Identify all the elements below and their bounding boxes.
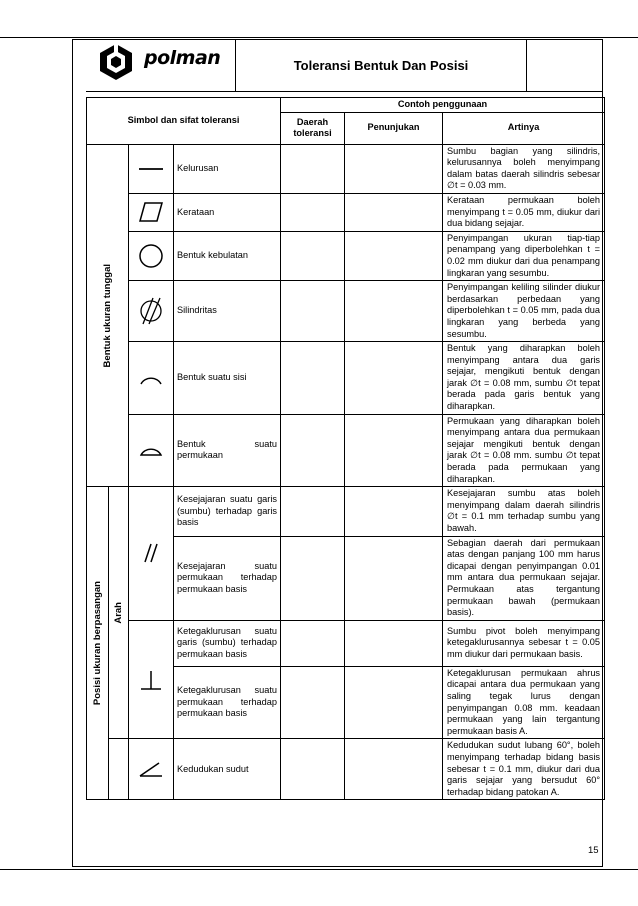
row-meaning: Sumbu pivot boleh menyimpang ketegaklurusannya sebesar t = 0.05 mm diukur dari permukaan basis. xyxy=(443,620,605,666)
table-row xyxy=(87,620,605,666)
row-meaning: Penyimpangan ukuran tiap-tiap penampang yang diperbolehkan t = 0.02 mm diukur dari dua penampang lingkaran yang sesumbu. xyxy=(443,231,605,280)
group-label: Posisi ukuran berpasangan xyxy=(91,581,103,706)
row-name: Kerataan xyxy=(174,193,281,231)
row-meaning: Permukaan yang diharapkan boleh menyimpang antara dua permukaan sejajar mengikuti bentuk dengan jarak ∅t = 0.08 mm. sumbu ∅t tepat berada pada permukaan yang diharapkan. xyxy=(443,414,605,487)
row-meaning: Bentuk yang diharapkan boleh menyimpang antara dua garis sejajar, mengikuti bentuk dengan jarak ∅t = 0.08 mm, sumbu ∅t tepat berada pada garis bentuk yang diharapkan. xyxy=(443,342,605,415)
pointer-header: Penunjukan xyxy=(345,112,443,144)
table-row xyxy=(87,739,605,800)
row-name: Bentuk kebulatan xyxy=(174,231,281,280)
row-meaning: Kerataan permukaan boleh menyimpang t = 0.05 mm, diukur dari dua bidang sejajar. xyxy=(443,193,605,231)
row-name: Kesejajaran suatu permukaan terhadap permukaan basis xyxy=(174,536,281,620)
subgroup-label: Arah xyxy=(112,601,124,624)
group-paired-position xyxy=(87,487,109,800)
table-row xyxy=(87,281,605,342)
group-single-form xyxy=(87,144,129,487)
cylindricity-icon xyxy=(129,281,174,342)
table-row xyxy=(87,193,605,231)
row-meaning: Sebagian daerah dari permukaan atas dengan panjang 100 mm harus dicapai dengan penyimpangan 0.01 mm antara dua permukaan sejajar. Permukaan atas tergantung permukaan bawah (permukaan basis). xyxy=(443,536,605,620)
area-header: Daerah toleransi xyxy=(281,112,345,144)
table-row xyxy=(87,487,605,536)
page-number: 15 xyxy=(588,845,599,856)
polman-logo xyxy=(96,42,226,84)
table-row xyxy=(87,342,605,415)
subgroup-direction xyxy=(109,487,129,739)
brand-name: polman xyxy=(144,47,221,69)
row-name: Bentuk suatu permukaan xyxy=(174,414,281,487)
meaning-header: Artinya xyxy=(443,112,605,144)
row-name: Kesejajaran suatu garis (sumbu) terhadap garis basis xyxy=(174,487,281,536)
row-name: Silindritas xyxy=(174,281,281,342)
table-row xyxy=(87,231,605,280)
row-name: Kedudukan sudut xyxy=(174,739,281,800)
row-name: Ketegaklurusan suatu permukaan terhadap permukaan basis xyxy=(174,666,281,739)
row-name: Ketegaklurusan suatu garis (sumbu) terhadap permukaan basis xyxy=(174,620,281,666)
surface-profile-icon xyxy=(129,414,174,487)
row-meaning: Kesejajaran sumbu atas boleh menyimpang dalam daerah silindris ∅t = 0.1 mm terhadap sumbu yang bawah. xyxy=(443,487,605,536)
symbol-header: Simbol dan sifat toleransi xyxy=(87,98,281,145)
example-header: Contoh penggunaan xyxy=(281,98,605,113)
angularity-icon xyxy=(129,739,174,800)
document-title: Toleransi Bentuk Dan Posisi xyxy=(293,58,469,73)
row-meaning: Kedudukan sudut lubang 60°, boleh menyimpang terhadap bidang basis sebesar t = 0.1 mm, diukur dari dua garis sejajar yang bersudut 60° terhadap bidang patokan A. xyxy=(443,739,605,800)
row-name: Kelurusan xyxy=(174,144,281,193)
parallelism-icon xyxy=(129,487,174,621)
polman-logo-icon xyxy=(96,42,136,82)
bottom-rule xyxy=(0,869,638,870)
flatness-icon xyxy=(129,193,174,231)
roundness-icon xyxy=(129,231,174,280)
tolerance-table xyxy=(86,97,605,800)
table-row xyxy=(87,414,605,487)
perpendicularity-icon xyxy=(129,620,174,739)
row-meaning: Sumbu bagian yang silindris, kelurusannya boleh menyimpang dalam batas daerah silindris sebesar ∅t = 0.03 mm. xyxy=(443,144,605,193)
row-meaning: Penyimpangan keliling silinder diukur berdasarkan perbedaan yang diperbolehkan t = 0.05 mm, pada dua lingkaran yang berbeda yang sesumbu. xyxy=(443,281,605,342)
row-name: Bentuk suatu sisi xyxy=(174,342,281,415)
table-row xyxy=(87,144,605,193)
row-meaning: Ketegaklurusan permukaan ahrus dicapai antara dua permukaan yang saling tegak lurus dengan penyimpangan 0.08 mm. keadaan permukaan yang lain tergantung permukaan basis A. xyxy=(443,666,605,739)
line-profile-icon xyxy=(129,342,174,415)
straightness-icon xyxy=(129,144,174,193)
top-rule xyxy=(0,37,638,38)
group-label: Bentuk ukuran tunggal xyxy=(101,263,113,368)
